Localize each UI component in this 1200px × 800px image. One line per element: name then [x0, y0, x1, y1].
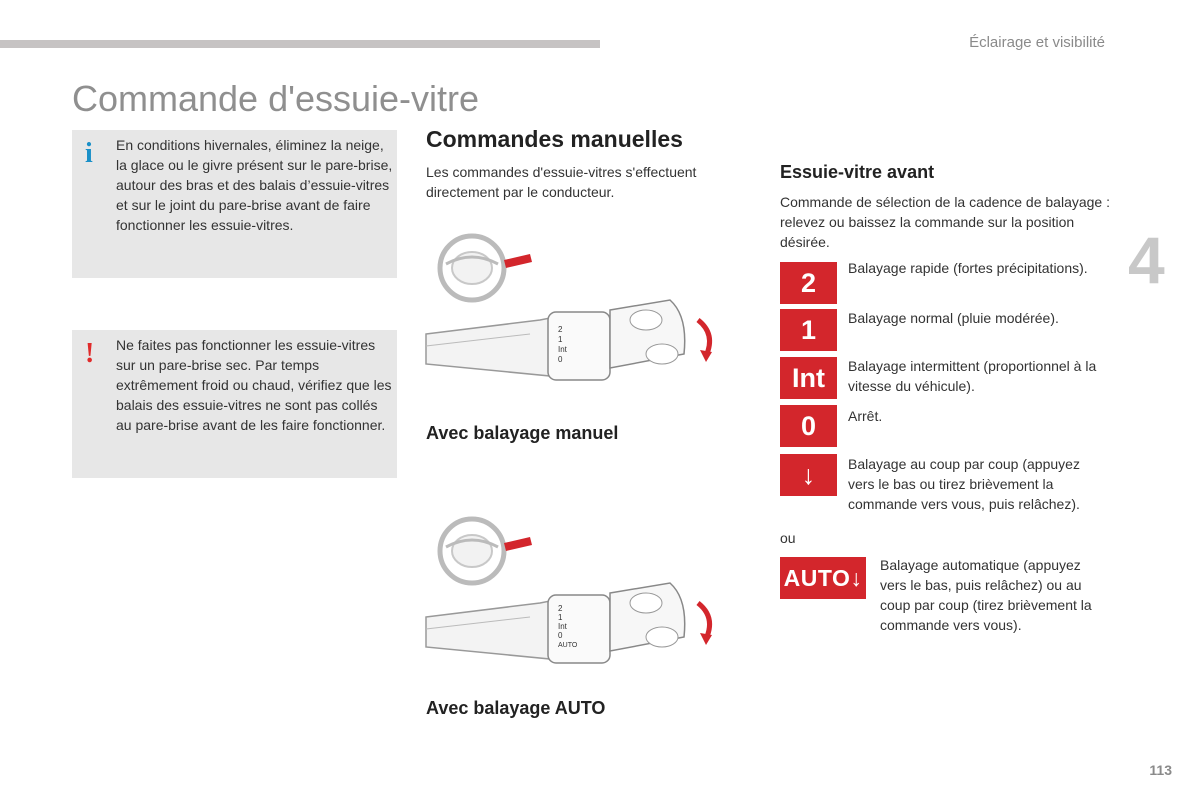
page-number: 113	[1149, 762, 1172, 778]
mode-badge-off: 0	[780, 405, 837, 447]
front-wiper-title: Essuie-vitre avant	[780, 162, 935, 182]
wiper-stalk-manual-illustration	[420, 224, 730, 384]
warning-note	[72, 330, 397, 478]
front-wiper-intro: Commande de sélection de la cadence de balayage : relevez ou baissez la commande sur la position désirée.	[780, 194, 1110, 250]
mode-desc-normal: Balayage normal (pluie modérée).	[848, 310, 1059, 326]
chapter-number: 4	[1128, 223, 1165, 297]
stalk-body	[426, 300, 712, 380]
mode-badge-single-wipe: ↓	[780, 454, 837, 496]
scale-label: 1	[558, 335, 563, 344]
steering-wheel-icon	[440, 236, 532, 300]
scale-label: Int	[558, 345, 567, 354]
scale-label: 0	[558, 355, 563, 364]
mode-desc-single-wipe: Balayage au coup par coup (appuyez vers le bas ou tirez brièvement la commande vers vous, puis relâchez).	[848, 456, 1080, 512]
scale-label: 0	[558, 631, 563, 640]
scale-label: Int	[558, 622, 567, 631]
scale-label: 1	[558, 613, 563, 622]
scale-label: 2	[558, 604, 563, 613]
header-bar	[0, 40, 600, 48]
scale-label: 2	[558, 325, 563, 334]
manual-figure-caption: Avec balayage manuel	[426, 423, 619, 443]
mode-desc-auto: Balayage automatique (appuyez vers le bas, puis relâchez) ou au coup par coup (tirez brièvement la commande vers vous).	[880, 557, 1092, 633]
page-title: Commande d'essuie-vitre	[72, 78, 480, 119]
wiper-stalk-auto-illustration	[420, 507, 730, 667]
mode-desc-intermittent: Balayage intermittent (proportionnel à la vitesse du véhicule).	[848, 358, 1097, 394]
mode-badge-fast: 2	[780, 262, 837, 304]
steering-wheel-icon	[440, 519, 532, 583]
mode-badge-normal: 1	[780, 309, 837, 351]
info-note	[72, 130, 397, 278]
scale-label: AUTO	[558, 642, 578, 649]
mode-badge-intermittent: Int	[780, 357, 837, 399]
or-label: ou	[780, 530, 796, 546]
mode-badge-auto: AUTO↓	[780, 557, 866, 599]
manual-controls-intro: Les commandes d'essuie-vitres s'effectuent directement par le conducteur.	[426, 164, 697, 200]
auto-figure-caption: Avec balayage AUTO	[426, 698, 606, 718]
info-icon: i	[85, 138, 93, 169]
manual-controls-title: Commandes manuelles	[426, 126, 683, 152]
mode-desc-fast: Balayage rapide (fortes précipitations).	[848, 260, 1088, 276]
info-note-text: En conditions hivernales, éliminez la neige, la glace ou le givre présent sur le pare-brise, autour des bras et des balais d’essuie-vitres et sur le joint du pare-brise avant de faire fonctionner les essuie-vitres.	[116, 137, 393, 233]
warning-icon: !	[85, 338, 95, 369]
stalk-body	[426, 583, 712, 663]
mode-desc-off: Arrêt.	[848, 408, 883, 424]
warning-note-text: Ne faites pas fonctionner les essuie-vitres sur un pare-brise sec. Par temps extrêmement froid ou chaud, vérifiez que les balais des essuie-vitres ne sont pas collés au pare-brise avant de les faire fonctionner.	[116, 337, 392, 433]
section-header: Éclairage et visibilité	[969, 34, 1105, 51]
